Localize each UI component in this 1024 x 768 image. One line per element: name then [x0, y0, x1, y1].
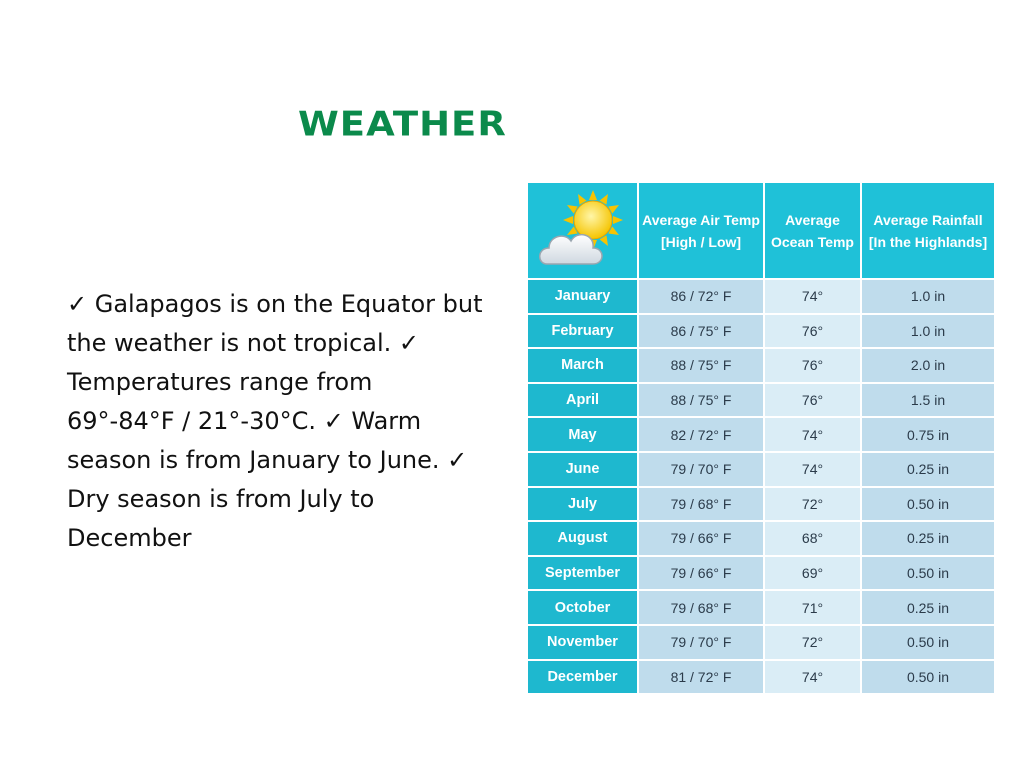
air-temp-cell: 79 / 68° F [638, 590, 764, 625]
table-row [528, 348, 994, 383]
month-cell: March [528, 348, 638, 383]
ocean-temp-cell: 68° [764, 521, 861, 556]
table-row [528, 660, 994, 694]
rainfall-cell: 0.50 in [861, 625, 994, 660]
header-air-temp-line2: [High / Low] [660, 233, 742, 250]
month-cell: July [528, 487, 638, 522]
air-temp-cell: 79 / 70° F [638, 452, 764, 487]
rainfall-cell: 0.50 in [861, 556, 994, 591]
table-row [528, 590, 994, 625]
ocean-temp-cell: 76° [764, 348, 861, 383]
header-icon-cell [528, 183, 638, 279]
table-row [528, 417, 994, 452]
month-cell: May [528, 417, 638, 452]
ocean-temp-cell: 76° [764, 314, 861, 349]
rainfall-cell: 0.25 in [861, 452, 994, 487]
ocean-temp-cell: 71° [764, 590, 861, 625]
table-row [528, 487, 994, 522]
rainfall-cell: 0.75 in [861, 417, 994, 452]
rainfall-cell: 1.0 in [861, 314, 994, 349]
sun-cloud-icon [533, 186, 633, 276]
air-temp-cell: 86 / 75° F [638, 314, 764, 349]
rainfall-cell: 0.50 in [861, 487, 994, 522]
table-row [528, 521, 994, 556]
month-cell: February [528, 314, 638, 349]
rainfall-cell: 0.50 in [861, 660, 994, 694]
header-rainfall [861, 183, 994, 279]
month-cell: October [528, 590, 638, 625]
ocean-temp-cell: 74° [764, 660, 861, 694]
header-ocean-temp-line1: Average [785, 211, 840, 228]
month-cell: November [528, 625, 638, 660]
weather-table [528, 183, 994, 693]
rainfall-cell: 0.25 in [861, 590, 994, 625]
rainfall-cell: 0.25 in [861, 521, 994, 556]
ocean-temp-cell: 72° [764, 487, 861, 522]
month-cell: January [528, 279, 638, 314]
header-air-temp-line1: Average Air Temp [642, 211, 760, 228]
month-cell: September [528, 556, 638, 591]
header-ocean-temp-line2: Ocean Temp [771, 233, 854, 250]
weather-description: ✓ Galapagos is on the Equator but the weather is not tropical. ✓ Temperatures range from 69°-84°F / 21°-30°C. ✓ Warm season is from January to June. ✓ Dry season is from July to December [67, 290, 483, 552]
ocean-temp-cell: 69° [764, 556, 861, 591]
table-row [528, 383, 994, 418]
rainfall-cell: 1.0 in [861, 279, 994, 314]
month-cell: April [528, 383, 638, 418]
ocean-temp-cell: 72° [764, 625, 861, 660]
month-cell: June [528, 452, 638, 487]
page-title: WEATHER [298, 104, 507, 144]
ocean-temp-cell: 74° [764, 279, 861, 314]
month-cell: August [528, 521, 638, 556]
table-row [528, 452, 994, 487]
air-temp-cell: 79 / 70° F [638, 625, 764, 660]
ocean-temp-cell: 74° [764, 452, 861, 487]
header-air-temp [638, 183, 764, 279]
air-temp-cell: 88 / 75° F [638, 348, 764, 383]
rainfall-cell: 1.5 in [861, 383, 994, 418]
header-ocean-temp [764, 183, 861, 279]
ocean-temp-cell: 76° [764, 383, 861, 418]
rainfall-cell: 2.0 in [861, 348, 994, 383]
header-rainfall-line1: Average Rainfall [873, 211, 983, 228]
table-header-row [528, 183, 994, 279]
month-cell: December [528, 660, 638, 694]
air-temp-cell: 88 / 75° F [638, 383, 764, 418]
table-row [528, 625, 994, 660]
table-row [528, 314, 994, 349]
air-temp-cell: 79 / 66° F [638, 521, 764, 556]
table-row [528, 279, 994, 314]
air-temp-cell: 82 / 72° F [638, 417, 764, 452]
air-temp-cell: 79 / 66° F [638, 556, 764, 591]
table-row [528, 556, 994, 591]
air-temp-cell: 86 / 72° F [638, 279, 764, 314]
air-temp-cell: 81 / 72° F [638, 660, 764, 694]
header-rainfall-line2: [In the Highlands] [868, 233, 988, 250]
ocean-temp-cell: 74° [764, 417, 861, 452]
air-temp-cell: 79 / 68° F [638, 487, 764, 522]
